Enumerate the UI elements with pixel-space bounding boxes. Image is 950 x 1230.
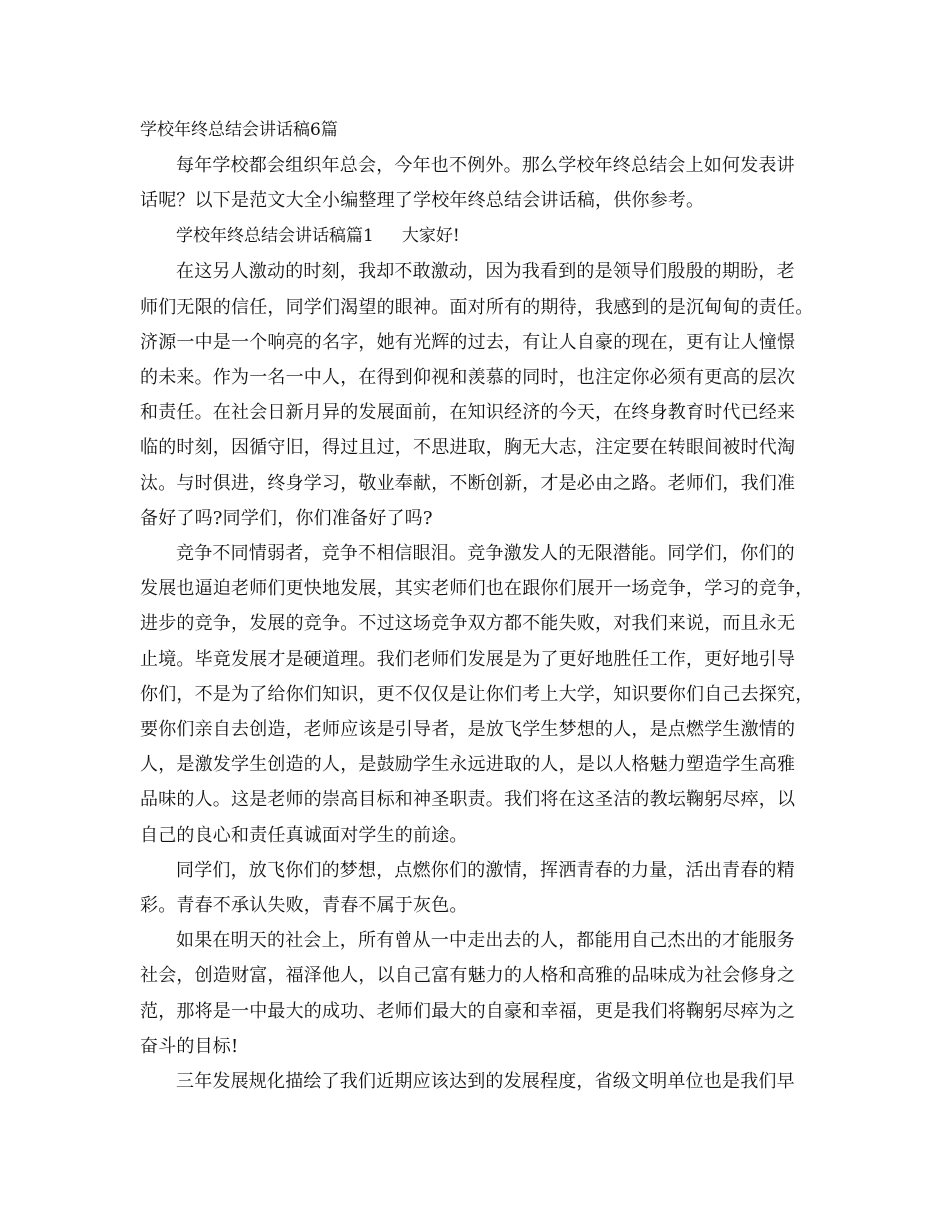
body-paragraph-1 bbox=[140, 254, 815, 536]
paragraph-line: 和责任。在社会日新月异的发展面前，在知识经济的今天，在终身教育时代已经来 bbox=[140, 402, 796, 424]
paragraph-line: 如果在明天的社会上，所有曾从一中走出去的人，都能用自己杰出的才能服务 bbox=[176, 930, 795, 952]
paragraph-line: 社会，创造财富，福泽他人，以自己富有魅力的人格和高雅的品味成为社会修身之 bbox=[140, 965, 796, 987]
paragraph-line: 止境。毕竟发展才是硬道理。我们老师们发展是为了更好地胜任工作，更好地引导 bbox=[140, 648, 796, 670]
paragraph-line: 彩。青春不承认失败，青春不属于灰色。 bbox=[140, 895, 468, 917]
intro-line: 话呢？以下是范文大全小编整理了学校年终总结会讲话稿，供你参考。 bbox=[140, 190, 705, 212]
paragraph-line: 发展也逼迫老师们更快地发展，其实老师们也在跟你们展开一场竞争，学习的竞争， bbox=[140, 578, 814, 600]
body-paragraph-3 bbox=[140, 853, 815, 923]
paragraph-line: 的未来。作为一名一中人，在得到仰视和羡慕的同时，也注定你必须有更高的层次 bbox=[140, 367, 796, 389]
document-title: 学校年终总结会讲话稿6篇 bbox=[140, 120, 338, 140]
paragraph-line: 奋斗的目标! bbox=[140, 1035, 239, 1057]
paragraph-line: 汰。与时俱进，终身学习，敬业奉献，不断创新，才是必由之路。老师们，我们准 bbox=[140, 472, 796, 494]
section-heading-row bbox=[140, 218, 815, 254]
section-heading: 学校年终总结会讲话稿篇1 bbox=[176, 226, 374, 247]
greeting-text: 大家好! bbox=[401, 226, 460, 247]
paragraph-line: 备好了吗?同学们，你们准备好了吗? bbox=[140, 507, 433, 529]
paragraph-line: 临的时刻，因循守旧，得过且过，不思进取，胸无大志，注定要在转眼间被时代淘 bbox=[140, 437, 796, 459]
document-body bbox=[140, 112, 815, 1099]
body-paragraph-5 bbox=[140, 1064, 815, 1099]
paragraph-line: 济源一中是一个响亮的名字，她有光辉的过去，有让人自豪的现在，更有让人憧憬 bbox=[140, 331, 796, 353]
paragraph-line: 范，那将是一中最大的成功、老师们最大的自豪和幸福，更是我们将鞠躬尽瘁为之 bbox=[140, 1000, 796, 1022]
paragraph-line: 自己的良心和责任真诚面对学生的前途。 bbox=[140, 824, 468, 846]
paragraph-line: 同学们，放飞你们的梦想，点燃你们的激情，挥洒青春的力量，活出青春的精 bbox=[176, 859, 795, 881]
paragraph-line: 在这另人激动的时刻，我却不敢激动，因为我看到的是领导们殷殷的期盼，老 bbox=[176, 261, 795, 283]
paragraph-line: 你们，不是为了给你们知识，更不仅仅是让你们考上大学，知识要你们自己去探究， bbox=[140, 683, 814, 705]
paragraph-line: 师们无限的信任，同学们渴望的眼神。面对所有的期待，我感到的是沉甸甸的责任。 bbox=[140, 296, 814, 318]
paragraph-line: 人，是激发学生创造的人，是鼓励学生永远进取的人，是以人格魅力塑造学生高雅 bbox=[140, 754, 796, 776]
intro-line: 每年学校都会组织年总会，今年也不例外。那么学校年终总结会上如何发表讲 bbox=[176, 155, 795, 176]
intro-paragraph bbox=[140, 148, 815, 218]
body-paragraph-2 bbox=[140, 536, 815, 853]
paragraph-line: 品味的人。这是老师的崇高目标和神圣职责。我们将在这圣洁的教坛鞠躬尽瘁，以 bbox=[140, 789, 796, 811]
paragraph-line: 进步的竞争，发展的竞争。不过这场竞争双方都不能失败，对我们来说，而且永无 bbox=[140, 613, 796, 635]
body-paragraph-4 bbox=[140, 923, 815, 1064]
paragraph-line: 三年发展规化描绘了我们近期应该达到的发展程度，省级文明单位也是我们早 bbox=[176, 1071, 795, 1093]
paragraph-line: 要你们亲自去创造，老师应该是引导者，是放飞学生梦想的人，是点燃学生激情的 bbox=[140, 719, 796, 741]
paragraph-line: 竞争不同情弱者，竞争不相信眼泪。竞争激发人的无限潜能。同学们，你们的 bbox=[176, 543, 795, 565]
